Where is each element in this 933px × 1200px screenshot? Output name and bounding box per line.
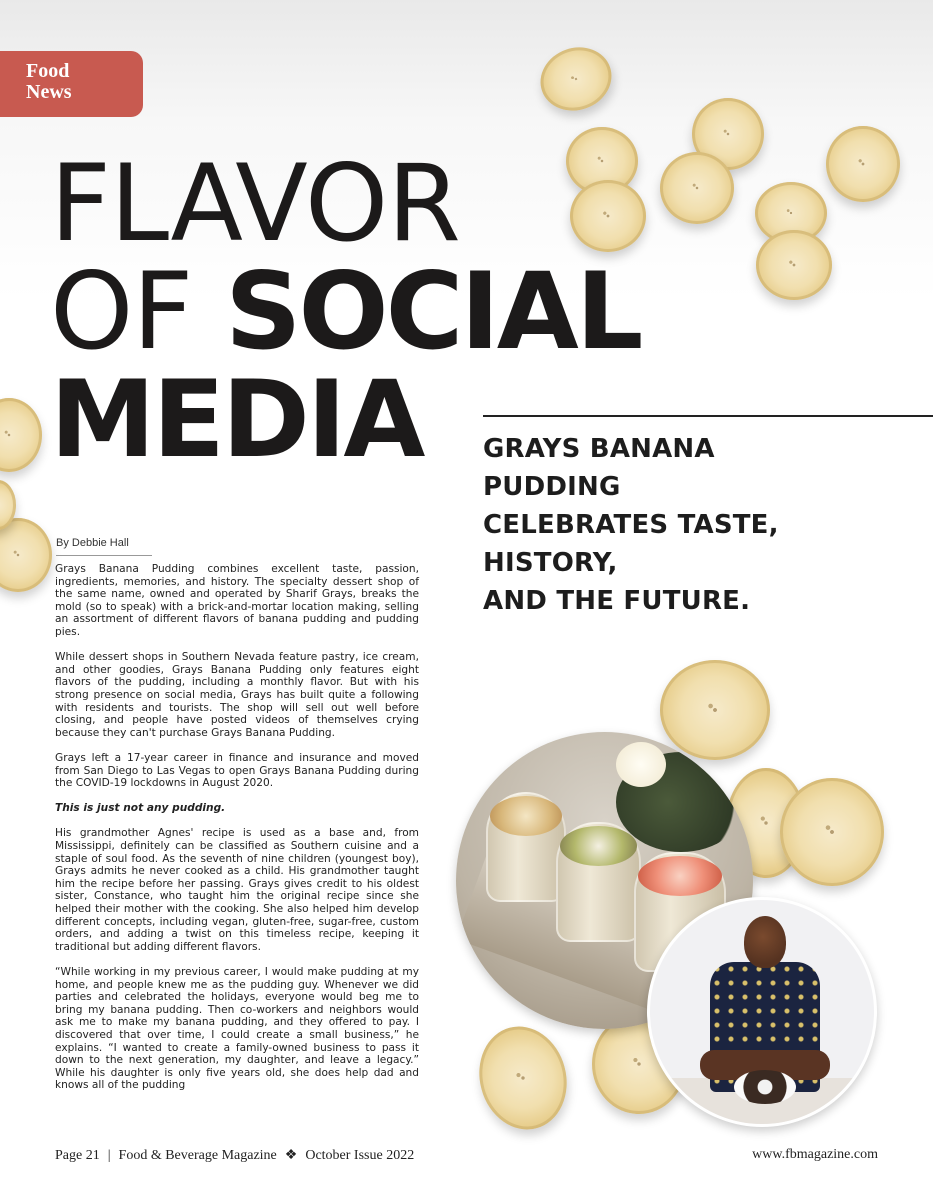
banana-slice-image	[780, 778, 884, 886]
article-paragraph: While dessert shops in Southern Nevada feature pastry, ice cream, and other goodies, Grays Banana Pudding only features eight flavors of the pudding, including a monthly flavor. But with his strong presence on social media, Grays has built quite a following with residents and tourists. The shop will sell out well before closing, and people have posted videos of themselves crying because they can't purchase Grays Banana Pudding.	[55, 651, 419, 739]
owner-portrait-photo	[647, 897, 877, 1127]
banana-slice-image	[0, 398, 42, 472]
deck	[483, 430, 813, 620]
article-paragraph: Grays Banana Pudding combines excellent taste, passion, ingredients, memories, and history. The specialty dessert shop of the same name, owned and operated by Sharif Grays, breaks the mold (so to speak) with a brick-and-mortar location making, selling an assortment of different flavors of banana pudding and pudding pies.	[55, 563, 419, 638]
banana-slice-image	[826, 126, 900, 202]
banana-slice-image	[660, 660, 770, 760]
byline: By Debbie Hall	[56, 537, 152, 556]
banana-slice-image	[0, 518, 52, 592]
article-body	[55, 563, 419, 1105]
headline-line-2-light: OF	[50, 250, 226, 373]
banana-slice-image	[756, 230, 832, 300]
deck-line: CELEBRATES TASTE,	[483, 510, 779, 540]
headline-line-2-bold: SOCIAL	[225, 250, 641, 373]
article-paragraph: “While working in my previous career, I would make pudding at my home, and people knew me as the pudding guy. Whenever we did parties and celebrated the holidays, everyone would beg me to bring my banana pudding. Then co-workers and neighbors would ask me to make my banana pudding, and they offered to pay. I discovered that over time, I could create a small business,” he explains. “I wanted to create a family-owned business to pass it down to the next generation, my daughter, and leave a legacy.” While his daughter is only five years old, she does help dad and knows all of the pudding	[55, 966, 419, 1092]
owner-head	[744, 916, 786, 968]
footer-info	[55, 1147, 414, 1164]
white-flower	[616, 742, 666, 787]
headline-line-2	[50, 250, 750, 373]
deck-line: GRAYS BANANA	[483, 434, 715, 464]
banana-slice-image	[468, 1017, 578, 1140]
footer-separator: |	[107, 1148, 111, 1163]
deck-divider	[483, 415, 933, 417]
article-paragraph: His grandmother Agnes' recipe is used as a base and, from Mississippi, definitely can be classified as Southern cuisine and a staple of soul food. As the seventh of nine children (youngest boy), Grays admits he never cooked as a child. His grandmother taught him the recipe before her passing. Grays gives credit to his oldest sister, Constance, who taught him the original recipe since she helped their mother with the cooking. She also helped him develop different concepts, including vegan, gluten-free, sugar-free, custom orders, and adding a twist on this timeless recipe, keeping it traditional but adding different flavors.	[55, 827, 419, 953]
article-subhead: This is just not any pudding.	[55, 802, 226, 815]
deck-line: HISTORY,	[483, 548, 618, 578]
footer-ornament: ❖	[284, 1148, 298, 1163]
website-link[interactable]: www.fbmagazine.com	[752, 1147, 878, 1162]
section-tag-line1: Food	[26, 60, 70, 82]
banana-slice-image	[532, 38, 621, 121]
pudding-pie	[734, 1070, 796, 1104]
headline-line-1: FLAVOR	[50, 142, 460, 265]
issue-date: October Issue 2022	[305, 1148, 415, 1163]
section-tag	[0, 51, 143, 117]
banana-pudding-jar	[486, 792, 566, 902]
pistachio-pudding-jar	[556, 822, 641, 942]
deck-line: AND THE FUTURE.	[483, 586, 751, 616]
deck-line: PUDDING	[483, 472, 621, 502]
headline	[50, 142, 750, 481]
section-tag-line2: News	[26, 81, 72, 103]
magazine-name: Food & Beverage Magazine	[118, 1148, 277, 1163]
article-paragraph: Grays left a 17-year career in finance and insurance and moved from San Diego to Las Vegas to open Grays Banana Pudding during the COVID-19 lockdowns in August 2020.	[55, 751, 419, 790]
page-number: Page 21	[55, 1148, 100, 1163]
headline-line-3: MEDIA	[50, 358, 423, 481]
